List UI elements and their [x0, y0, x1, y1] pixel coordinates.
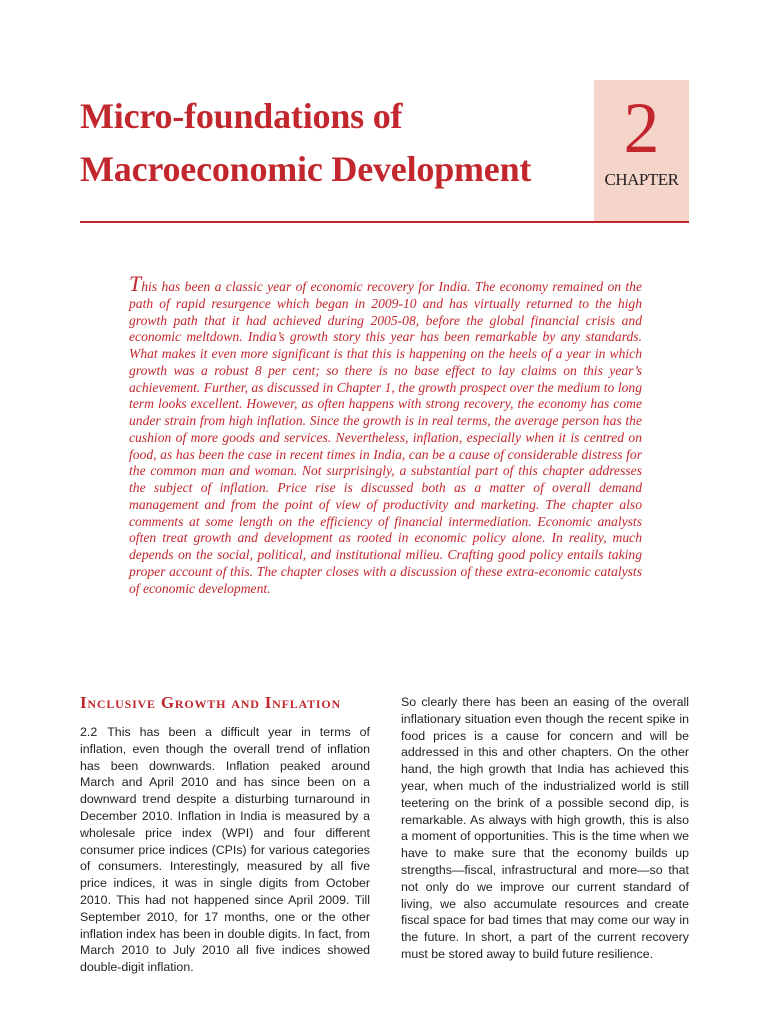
abstract-initial: T: [129, 271, 142, 296]
chapter-label: CHAPTER: [604, 170, 679, 189]
abstract-text: his has been a classic year of economic recovery for India. The economy remained on the path of rapid resurgence which began in 2009-10 and has virtually returned to the high growth path that it had achieved during 2005-08, before the global financial crisis and economic meltdown. India’s growth story this year has been remarkable by any standards. What makes it even more significant is that this is happening on the heels of a year in which growth was a robust 8 per cent; so there is no base effect to lay claims on this year’s achievement. Further, as discussed in Chapter 1, the growth prospect over the medium to long term looks excellent. However, as often happens with strong recovery, the economy has come under strain from high inflation. Since the growth is in real terms, the average person has the cushion of more goods and services. Nevertheless, inflation, especially when it is centred on food, as has been the case in recent times in India, can be a cause of considerable distress for the common man and woman. Not surprisingly, a substantial part of this chapter addresses the subject of inflation. Price rise is discussed both as a matter of overall demand management and from the point of view of productivity and marketing. The chapter also comments at some length on the efficiency of financial intermediation. Economic analysts often treat growth and development as rooted in economic policy alone. In reality, much depends on the social, political, and institutional milieu. Crafting good policy entails taking proper account of this. The chapter closes with a discussion of these extra-economic catalysts of economic development.: [129, 279, 642, 596]
chapter-badge: [594, 80, 689, 222]
paragraph-left-text: This has been a difficult year in terms of inflation, even though the overall trend of inflation has been downwards. Inflation peaked around March and April 2010 and has since been on a downward trend despite a disturbing turnaround in December 2010. Inflation in India is measured by a wholesale price index (WPI) and four different consumer price indices (CPIs) for various categories of consumers. Interestingly, measured by all five price indices, it was in single digits from October 2010. This had not happened since April 2009. Till September 2010, for 17 months, one or the other inflation index has been in double digits. In fact, from March 2010 to July 2010 all five indices showed double-digit inflation.: [80, 725, 370, 975]
paragraph-number: 2.2: [80, 725, 98, 739]
chapter-number: 2: [623, 88, 660, 168]
chapter-title-line-2: Macroeconomic Development: [80, 149, 532, 189]
chapter-title: [80, 90, 590, 196]
paragraph-right-column: So clearly there has been an easing of the overall inflationary situation even though the recent spike in food prices is a cause for concern and will be addressed in this and other chapters. On the other hand, the high growth that India has achieved this year, when much of the industrialized world is still teetering on the brink of a possible second dip, is remarkable. As always with high growth, this is also a moment of opportunities. This is the time when we have to make sure that the economy builds up strengths—fiscal, infrastructural and more—so that not only do we improve our current standard of living, we also accumulate resources and create fiscal space for bad times that may come our way in the future. In short, a part of the current recovery must be stored away to build future resilience.: [401, 695, 689, 961]
paragraph-left-column: [80, 724, 370, 976]
title-divider: [80, 221, 689, 223]
section-heading: Inclusive Growth and Inflation: [80, 693, 342, 712]
chapter-title-line-1: Micro-foundations of: [80, 96, 403, 136]
chapter-abstract: [129, 271, 642, 597]
